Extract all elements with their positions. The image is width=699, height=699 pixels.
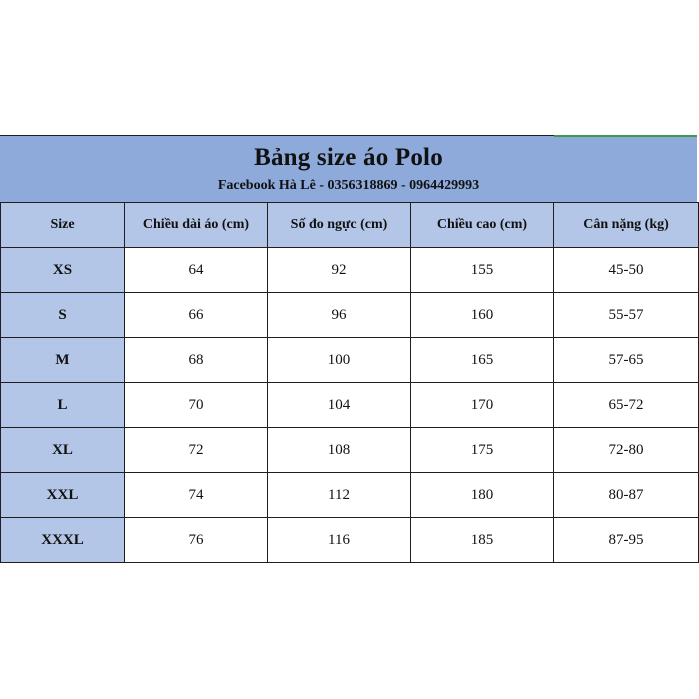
- length-value: 64: [125, 248, 268, 293]
- column-header-length: Chiều dài áo (cm): [125, 203, 268, 248]
- table-row: [1, 383, 699, 428]
- chest-value: 100: [268, 338, 411, 383]
- column-header-size: Size: [1, 203, 125, 248]
- chart-title: Bảng size áo Polo: [254, 144, 443, 171]
- weight-value: 45-50: [554, 248, 699, 293]
- table-row: [1, 338, 699, 383]
- chest-value: 116: [268, 518, 411, 563]
- title-band: [0, 135, 697, 203]
- height-value: 165: [411, 338, 554, 383]
- table-row: [1, 428, 699, 473]
- length-value: 68: [125, 338, 268, 383]
- weight-value: 72-80: [554, 428, 699, 473]
- height-value: 175: [411, 428, 554, 473]
- column-header-weight: Cân nặng (kg): [554, 203, 699, 248]
- length-value: 76: [125, 518, 268, 563]
- height-value: 185: [411, 518, 554, 563]
- chest-value: 104: [268, 383, 411, 428]
- size-label: XXL: [1, 473, 125, 518]
- length-value: 70: [125, 383, 268, 428]
- contact-subtitle: Facebook Hà Lê - 0356318869 - 0964429993: [217, 178, 480, 193]
- chest-value: 112: [268, 473, 411, 518]
- length-value: 72: [125, 428, 268, 473]
- table-row: [1, 518, 699, 563]
- height-value: 155: [411, 248, 554, 293]
- size-label: XS: [1, 248, 125, 293]
- size-label: XL: [1, 428, 125, 473]
- height-value: 170: [411, 383, 554, 428]
- height-value: 180: [411, 473, 554, 518]
- size-chart-sheet: [0, 135, 698, 563]
- table-row: [1, 248, 699, 293]
- length-value: 66: [125, 293, 268, 338]
- weight-value: 57-65: [554, 338, 699, 383]
- weight-value: 55-57: [554, 293, 699, 338]
- chest-value: 96: [268, 293, 411, 338]
- height-value: 160: [411, 293, 554, 338]
- weight-value: 87-95: [554, 518, 699, 563]
- weight-value: 80-87: [554, 473, 699, 518]
- size-table: [0, 202, 699, 563]
- table-row: [1, 473, 699, 518]
- column-header-chest: Số đo ngực (cm): [268, 203, 411, 248]
- table-header-row: [1, 203, 699, 248]
- size-label: S: [1, 293, 125, 338]
- cell-selection-mark: [554, 135, 697, 137]
- column-header-height: Chiều cao (cm): [411, 203, 554, 248]
- chest-value: 92: [268, 248, 411, 293]
- table-row: [1, 293, 699, 338]
- size-label: XXXL: [1, 518, 125, 563]
- weight-value: 65-72: [554, 383, 699, 428]
- size-label: M: [1, 338, 125, 383]
- length-value: 74: [125, 473, 268, 518]
- size-label: L: [1, 383, 125, 428]
- chest-value: 108: [268, 428, 411, 473]
